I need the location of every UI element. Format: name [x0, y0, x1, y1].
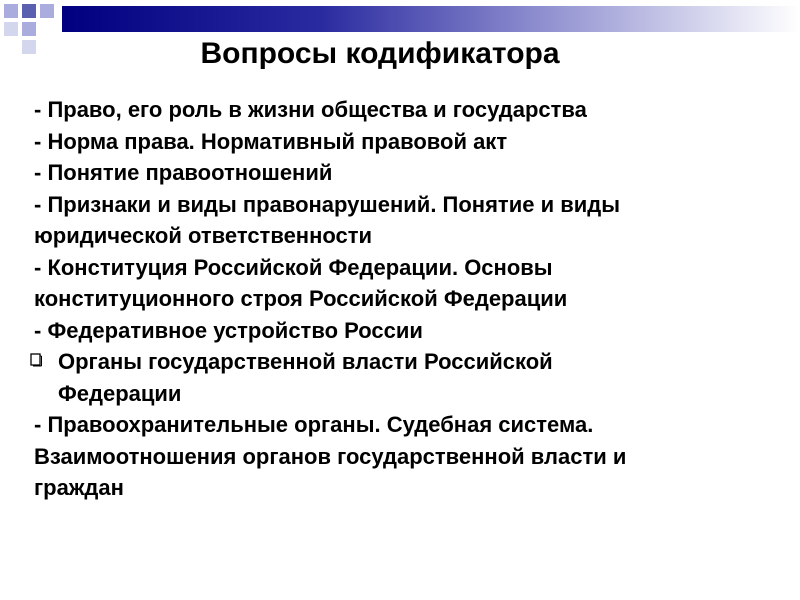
content-line: конституционного строя Российской Федерации — [34, 286, 568, 311]
content-line: - Понятие правоотношений — [34, 160, 333, 185]
content-line: - Признаки и виды правонарушений. Понятие и виды — [34, 191, 621, 217]
square-bullet-icon — [30, 353, 42, 367]
decor-square — [22, 4, 36, 18]
bullet-text: Федерации — [58, 380, 182, 406]
content-line: юридической ответственности — [34, 223, 373, 248]
slide-title: Вопросы кодификатора — [200, 37, 560, 70]
content-line: - Норма права. Нормативный правовой акт — [34, 128, 508, 154]
decor-square — [40, 4, 54, 18]
content-line: - Правоохранительные органы. Судебная система. — [34, 412, 594, 437]
content-line: - Право, его роль в жизни общества и государства — [34, 97, 587, 122]
content-line: граждан — [34, 475, 124, 500]
decor-square — [4, 4, 18, 18]
bullet-item — [34, 346, 774, 378]
top-gradient-bar — [62, 6, 800, 32]
slide-content — [34, 94, 774, 504]
content-line: - Конституция Российской Федерации. Основы — [34, 254, 553, 280]
content-line: - Федеративное устройство России — [34, 317, 423, 343]
bullet-continuation — [34, 378, 774, 410]
bullet-text: Органы государственной власти Российской — [58, 349, 553, 374]
content-line: Взаимоотношения органов государственной власти и — [34, 443, 627, 469]
